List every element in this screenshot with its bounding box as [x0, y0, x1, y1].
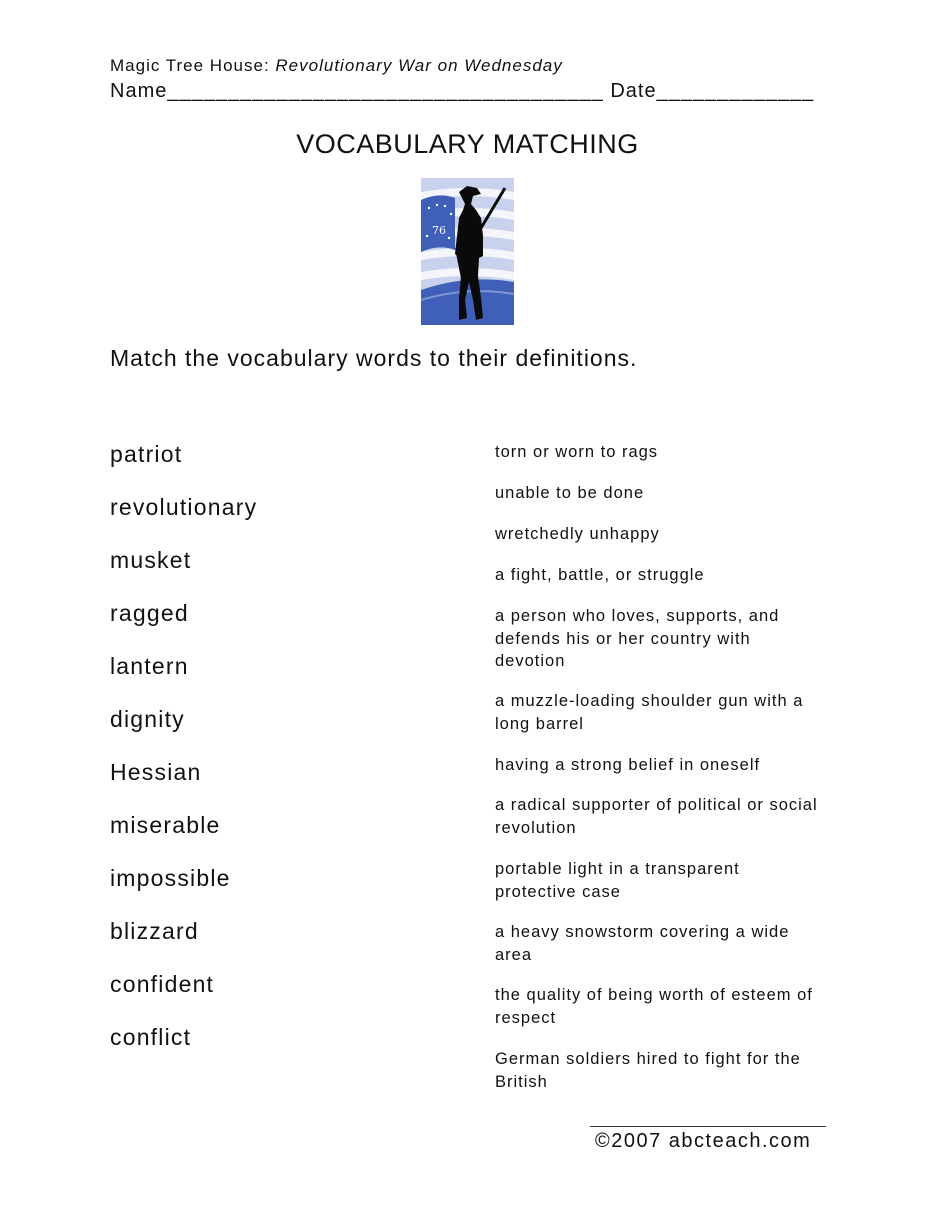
definition-item: German soldiers hired to fight for the British: [495, 1050, 801, 1091]
definition-item: a heavy snowstorm covering a wide area: [495, 923, 790, 964]
instructions: Match the vocabulary words to their definitions.: [110, 345, 638, 371]
definition-item: having a strong belief in oneself: [495, 756, 761, 774]
minuteman-illustration: [421, 178, 514, 325]
definition-item: a radical supporter of political or social revolution: [495, 796, 818, 837]
vocab-word-dignity: dignity: [110, 706, 185, 732]
vocab-word-patriot: patriot: [110, 441, 183, 467]
name-date-line: [110, 80, 814, 103]
name-label: Name: [110, 80, 168, 102]
date-label: Date: [610, 80, 657, 102]
definition-item: unable to be done: [495, 484, 645, 502]
definition-item: a person who loves, supports, and defends his or her country with devotion: [495, 607, 780, 670]
vocab-word-impossible: impossible: [110, 865, 231, 891]
definition-item: a muzzle-loading shoulder gun with a long barrel: [495, 692, 804, 733]
vocab-word-conflict: conflict: [110, 1024, 192, 1050]
definition-item: portable light in a transparent protective case: [495, 860, 740, 901]
vocab-word-blizzard: blizzard: [110, 918, 199, 944]
minuteman-silhouette-icon: [421, 178, 514, 325]
definition-item: torn or worn to rags: [495, 443, 659, 461]
definition-item: wretchedly unhappy: [495, 525, 660, 543]
vocab-word-hessian: Hessian: [110, 759, 202, 785]
definition-item: the quality of being worth of esteem of respect: [495, 986, 813, 1027]
series-prefix: Magic Tree House:: [110, 56, 276, 75]
vocab-word-ragged: ragged: [110, 600, 189, 626]
copyright-text: ©2007 abcteach.com: [595, 1130, 812, 1152]
date-blank[interactable]: _____________: [656, 80, 815, 102]
name-blank[interactable]: ____________________________________: [167, 80, 604, 102]
definition-item: a fight, battle, or struggle: [495, 566, 705, 584]
book-title-line: [110, 56, 563, 76]
vocab-word-miserable: miserable: [110, 812, 221, 838]
book-title: Revolutionary War on Wednesday: [275, 56, 563, 75]
footer-divider: [590, 1126, 826, 1127]
vocab-word-confident: confident: [110, 971, 215, 997]
worksheet-title: VOCABULARY MATCHING: [296, 129, 639, 159]
vocab-word-musket: musket: [110, 547, 192, 573]
flag-76-text: 76: [432, 224, 446, 237]
vocab-word-revolutionary: revolutionary: [110, 494, 258, 520]
vocab-word-lantern: lantern: [110, 653, 189, 679]
